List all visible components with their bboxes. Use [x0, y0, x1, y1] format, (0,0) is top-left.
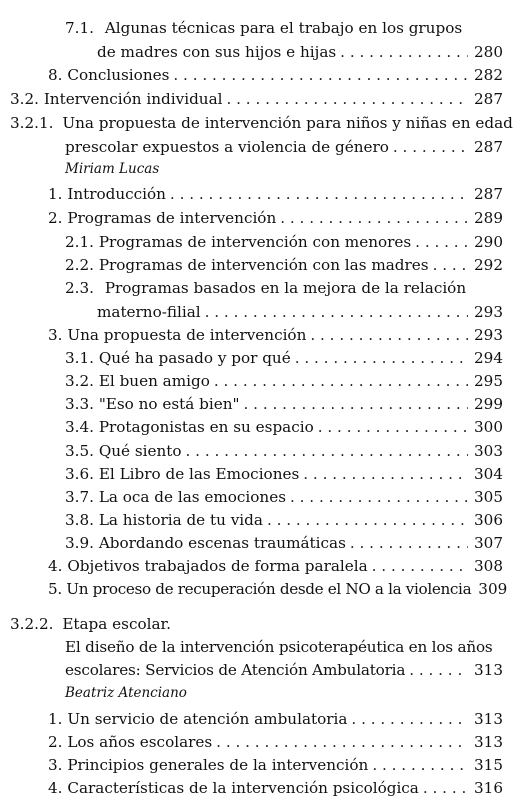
- toc-entry-3-2-2-cont: [65, 659, 503, 681]
- toc-entry-3-5: [65, 440, 503, 462]
- entry-number: 3.9.: [65, 534, 94, 552]
- entry-title: materno-filial: [97, 303, 201, 321]
- toc-entry-1b: [48, 708, 503, 730]
- dot-leader: [216, 731, 468, 753]
- entry-title: La historia de tu vida: [98, 511, 263, 529]
- dot-leader: [409, 659, 468, 681]
- entry-number: 2.: [48, 733, 63, 751]
- entry-title: Principios generales de la intervención: [67, 756, 369, 774]
- entry-number: 3.1.: [65, 349, 94, 367]
- toc-entry-2: [48, 207, 503, 229]
- entry-number: 3.3.: [65, 395, 94, 413]
- page-number: 294: [474, 349, 503, 367]
- dot-leader: [214, 370, 468, 392]
- toc-entry-3: [48, 324, 503, 346]
- page-number: 305: [474, 488, 503, 506]
- entry-number: 4.: [48, 779, 63, 797]
- entry-number: 3.: [48, 756, 63, 774]
- toc-entry-3b: [48, 754, 503, 776]
- entry-title: Programas de intervención con menores: [98, 233, 412, 251]
- page-number: 287: [474, 185, 503, 203]
- entry-number: 3.4.: [65, 418, 94, 436]
- dot-leader: [340, 41, 468, 63]
- dot-leader: [415, 231, 468, 253]
- dot-leader: [318, 416, 468, 438]
- entry-title: El Libro de las Emociones: [98, 465, 300, 483]
- entry-title: Un servicio de atención ambulatoria: [67, 710, 348, 728]
- entry-title: Etapa escolar.: [62, 615, 171, 633]
- entry-title: Intervención individual: [43, 90, 223, 108]
- entry-title: Abordando escenas traumáticas: [98, 534, 346, 552]
- entry-title: escolares: Servicios de Atención Ambulatoria: [65, 661, 406, 679]
- toc-entry-3-7: [65, 486, 503, 508]
- toc-entry-3-4: [65, 416, 503, 438]
- page-number: 289: [474, 209, 503, 227]
- page-number: 313: [474, 710, 503, 728]
- dot-leader: [433, 254, 468, 276]
- entry-title: Qué ha pasado y por qué: [98, 349, 291, 367]
- entry-title: Una propuesta de intervención: [67, 326, 307, 344]
- page-number: 316: [474, 779, 503, 797]
- page-number: 306: [474, 511, 503, 529]
- page-number: 315: [474, 756, 503, 774]
- page-number: 280: [474, 43, 503, 61]
- toc-entry-3-2-2-subtitle: [65, 636, 492, 658]
- entry-title: Una propuesta de intervención para niños y niñas en edad: [62, 114, 513, 132]
- dot-leader: [205, 301, 468, 323]
- entry-title: de madres con sus hijos e hijas: [97, 43, 337, 61]
- dot-leader: [295, 347, 468, 369]
- entry-title: Algunas técnicas para el trabajo en los grupos: [104, 19, 463, 37]
- page-number: 292: [474, 256, 503, 274]
- toc-entry-2-3: [65, 277, 466, 299]
- toc-entry-3-2: [10, 88, 503, 110]
- page-number: 313: [474, 661, 503, 679]
- dot-leader: [303, 463, 468, 485]
- toc-entry-3-2-1-cont: [65, 136, 503, 158]
- entry-title: El diseño de la intervención psicoterapéutica en los años: [65, 638, 493, 656]
- toc-entry-2-3-cont: [97, 301, 503, 323]
- dot-leader: [267, 509, 468, 531]
- entry-title: "Eso no está bien": [98, 395, 240, 413]
- page-number: 307: [474, 534, 503, 552]
- page-number: 287: [474, 90, 503, 108]
- toc-entry-2-1: [65, 231, 503, 253]
- dot-leader: [372, 555, 468, 577]
- page-number: 309: [478, 580, 508, 598]
- entry-title: Introducción: [67, 185, 166, 203]
- entry-number: 2.: [48, 209, 63, 227]
- entry-title: El buen amigo: [98, 372, 210, 390]
- entry-number: 1.: [48, 185, 63, 203]
- entry-number: 3.2.: [10, 90, 39, 108]
- entry-number: 3.2.2.: [10, 615, 54, 633]
- page-number: 299: [474, 395, 503, 413]
- entry-number: 8.: [48, 66, 63, 84]
- dot-leader: [280, 207, 468, 229]
- toc-entry-3-6: [65, 463, 503, 485]
- toc-entry-5: [48, 578, 508, 600]
- entry-number: 2.2.: [65, 256, 94, 274]
- entry-number: 3.2.1.: [10, 114, 54, 132]
- dot-leader: [173, 64, 468, 86]
- entry-title: Los años escolares: [67, 733, 213, 751]
- page-number: 308: [474, 557, 503, 575]
- toc-entry-3-8: [65, 509, 503, 531]
- author-name: Miriam Lucas: [65, 161, 160, 177]
- entry-number: 4.: [48, 557, 63, 575]
- toc-entry-7-1-cont: [97, 41, 503, 63]
- entry-number: 5.: [48, 580, 62, 598]
- entry-title: Programas de intervención: [67, 209, 277, 227]
- entry-number: 3.7.: [65, 488, 94, 506]
- entry-title: Características de la intervención psicológica: [67, 779, 419, 797]
- entry-title: Qué siento: [98, 442, 182, 460]
- toc-entry-7-1: [65, 17, 462, 39]
- entry-number: 3.5.: [65, 442, 94, 460]
- entry-number: 2.3.: [65, 279, 94, 297]
- toc-entry-3-3: [65, 393, 503, 415]
- entry-number: 3.6.: [65, 465, 94, 483]
- page-number: 293: [474, 303, 503, 321]
- toc-entry-2-2: [65, 254, 503, 276]
- page-number: 300: [474, 418, 503, 436]
- page-number: 282: [474, 66, 503, 84]
- toc-entry-3-1: [65, 347, 503, 369]
- toc-entry-3-9: [65, 532, 503, 554]
- entry-number: 3.2.: [65, 372, 94, 390]
- entry-title: Programas basados en la mejora de la relación: [104, 279, 467, 297]
- entry-title: Un proceso de recuperación desde el NO a la violencia: [66, 580, 472, 598]
- entry-title: Objetivos trabajados de forma paralela: [67, 557, 368, 575]
- dot-leader: [290, 486, 468, 508]
- page-number: 313: [474, 733, 503, 751]
- dot-leader: [372, 754, 468, 776]
- toc-entry-3-2-2: [10, 613, 171, 635]
- page-number: 295: [474, 372, 503, 390]
- page-number: 304: [474, 465, 503, 483]
- dot-leader: [226, 88, 468, 110]
- page-number: 293: [474, 326, 503, 344]
- dot-leader: [351, 708, 468, 730]
- dot-leader: [393, 136, 468, 158]
- entry-number: 3.8.: [65, 511, 94, 529]
- entry-number: 7.1.: [65, 19, 94, 37]
- page-number: 287: [474, 138, 503, 156]
- entry-number: 2.1.: [65, 233, 94, 251]
- page-number: 290: [474, 233, 503, 251]
- entry-number: 3.: [48, 326, 63, 344]
- page-number: 303: [474, 442, 503, 460]
- dot-leader: [244, 393, 468, 415]
- entry-title: Protagonistas en su espacio: [98, 418, 314, 436]
- toc-entry-3-2-sub: [65, 370, 503, 392]
- dot-leader: [423, 777, 468, 799]
- dot-leader: [186, 440, 468, 462]
- dot-leader: [310, 324, 468, 346]
- toc-entry-4: [48, 555, 503, 577]
- toc-entry-8: [48, 64, 503, 86]
- toc-entry-1: [48, 183, 503, 205]
- entry-title: prescolar expuestos a violencia de género: [65, 138, 389, 156]
- toc-entry-2b: [48, 731, 503, 753]
- dot-leader: [170, 183, 468, 205]
- entry-number: 1.: [48, 710, 63, 728]
- entry-title: Programas de intervención con las madres: [98, 256, 429, 274]
- entry-title: La oca de las emociones: [98, 488, 286, 506]
- author-name: Beatriz Atenciano: [65, 685, 187, 701]
- entry-title: Conclusiones: [67, 66, 170, 84]
- toc-entry-4b: [48, 777, 503, 799]
- toc-entry-3-2-1: [10, 112, 513, 134]
- dot-leader: [350, 532, 468, 554]
